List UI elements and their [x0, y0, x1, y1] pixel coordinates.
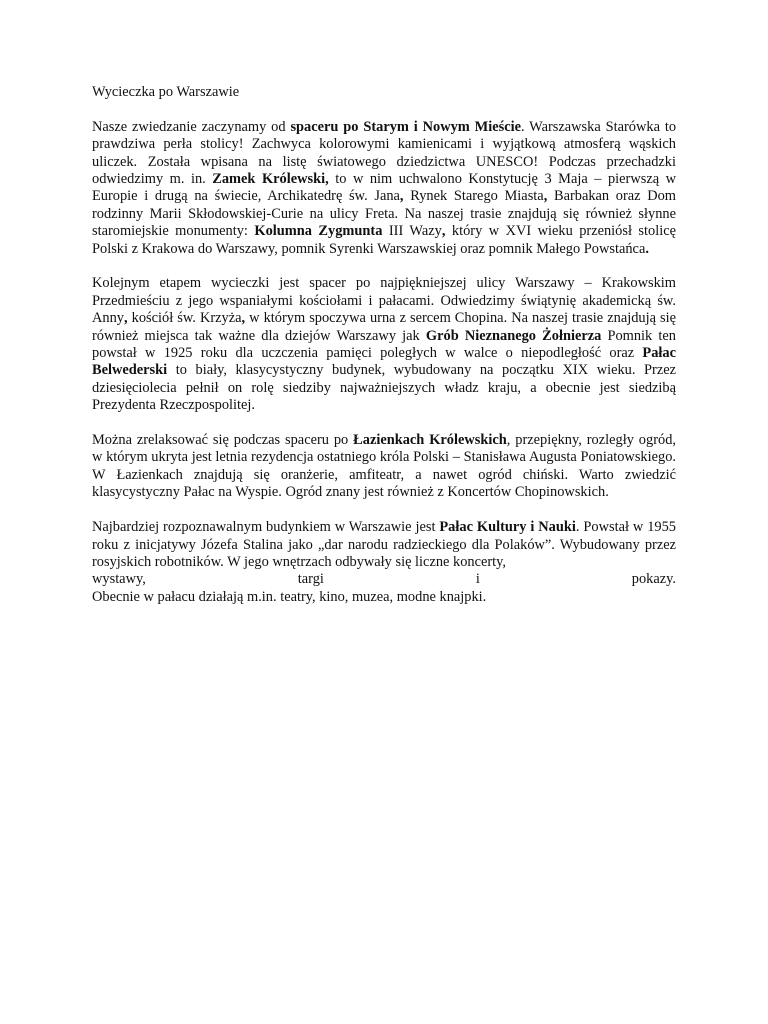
text-run: to w nim uchwalono Konstytucję 3 Maja – pierwszą w Europie i drugą na świecie, Archikatedrę św. Jana — [92, 171, 676, 205]
bold-text: Grób Nieznanego Żołnierza — [425, 327, 602, 344]
text-run: Nasze zwiedzanie zaczynamy od — [92, 118, 291, 135]
text-run: wystawy, targi i pokazy. — [92, 571, 676, 588]
text-run: Najbardziej rozpoznawalnym budynkiem w Warszawie jest — [92, 519, 440, 536]
bold-text: Łazienkach Królewskich — [353, 432, 507, 449]
text-run: to biały, klasycystyczny budynek, wybudowany na początku XIX wieku. Przez dziesięciolecia pełnił on rolę siedziby najważniejszych władz kraju, a obecnie jest siedzibą Prezydenta Rzeczpospolitej. — [92, 362, 676, 414]
bold-text: Pałac Belwederski — [92, 345, 676, 379]
text-run: Można zrelaksować się podczas spaceru po — [92, 432, 354, 449]
bold-text: , — [543, 188, 548, 205]
text-run: , przepiękny, rozległy ogród, w którym ukryta jest letnia rezydencja ostatniego króla Polski – Stanisława Augusta Poniatowskiego. W Łazienkach znajdują się oranżerie, amfiteatr, a nawet ogród chiński. Warto zwiedzić klasycystyczny Pałac na Wyspie. Ogród znany jest również z Koncertów Chopinowskich. — [92, 432, 676, 501]
text-run: Obecnie w pałacu działają m.in. teatry, kino, muzea, modne knajpki. — [92, 588, 487, 605]
document-body — [92, 119, 676, 606]
bold-text: , — [441, 223, 446, 240]
text-run: Rynek Starego Miasta — [403, 188, 544, 205]
text-run: . Warszawska Starówka to prawdziwa perła stolicy! Zachwyca kolorowymi kamienicami i wyjątkową atmosferą wąskich uliczek. Została wpisana na listę światowego dziedzictwa UNESCO! Podczas przechadzki odwiedzimy m. in. — [92, 118, 677, 188]
text-run: Barbakan oraz Dom rodzinny Marii Skłodowskiej-Curie na ulicy Freta. Na naszej trasie znajdują się również słynne staromiejskie monumenty: — [92, 188, 677, 240]
bold-text: Zamek Królewski, — [212, 171, 329, 188]
bold-text: , — [123, 310, 128, 327]
text-run: III Wazy — [382, 223, 442, 240]
text-run: który w XVI wieku przeniósł stolicę Polski z Krakowa do Warszawy, pomnik Syrenki Warszawskiej oraz pomnik Małego Powstańca — [92, 223, 676, 257]
paragraph — [92, 275, 676, 414]
paragraph — [92, 432, 676, 502]
bold-text: . — [645, 240, 649, 257]
text-run: Kolejnym etapem wycieczki jest spacer po najpiękniejszej ulicy Warszawy – Krakowskim Przedmieściu z jego wspaniałymi kościołami i pałacami. Odwiedzimy świątynię akademicką św. Anny — [92, 275, 676, 327]
bold-text: Pałac Kultury i Nauki — [439, 519, 576, 536]
paragraph — [92, 119, 676, 258]
bold-text: Kolumna Zygmunta — [254, 223, 383, 240]
document-title: Wycieczka po Warszawie — [92, 84, 240, 100]
paragraph — [92, 519, 676, 606]
bold-text: , — [241, 310, 246, 327]
text-run: w którym spoczywa urna z sercem Chopina. Na naszej trasie znajdują się również miejsca tak ważne dla dziejów Warszawy jak — [92, 310, 677, 344]
bold-text: , — [399, 188, 404, 205]
bold-text: spaceru po Starym i Nowym Mieście — [290, 118, 521, 135]
text-run: Pomnik ten powstał w 1925 roku dla uczczenia pamięci poległych w walce o niepodległość oraz — [92, 327, 676, 362]
text-run: kościół św. Krzyża — [127, 310, 242, 327]
document-page — [92, 84, 676, 606]
text-run: . Powstał w 1955 roku z inicjatywy Józefa Stalina jako „dar narodu radzieckiego dla Polaków”. Wybudowany przez rosyjskich robotników. W jego wnętrzach odbywały się liczne koncerty, — [92, 519, 677, 570]
